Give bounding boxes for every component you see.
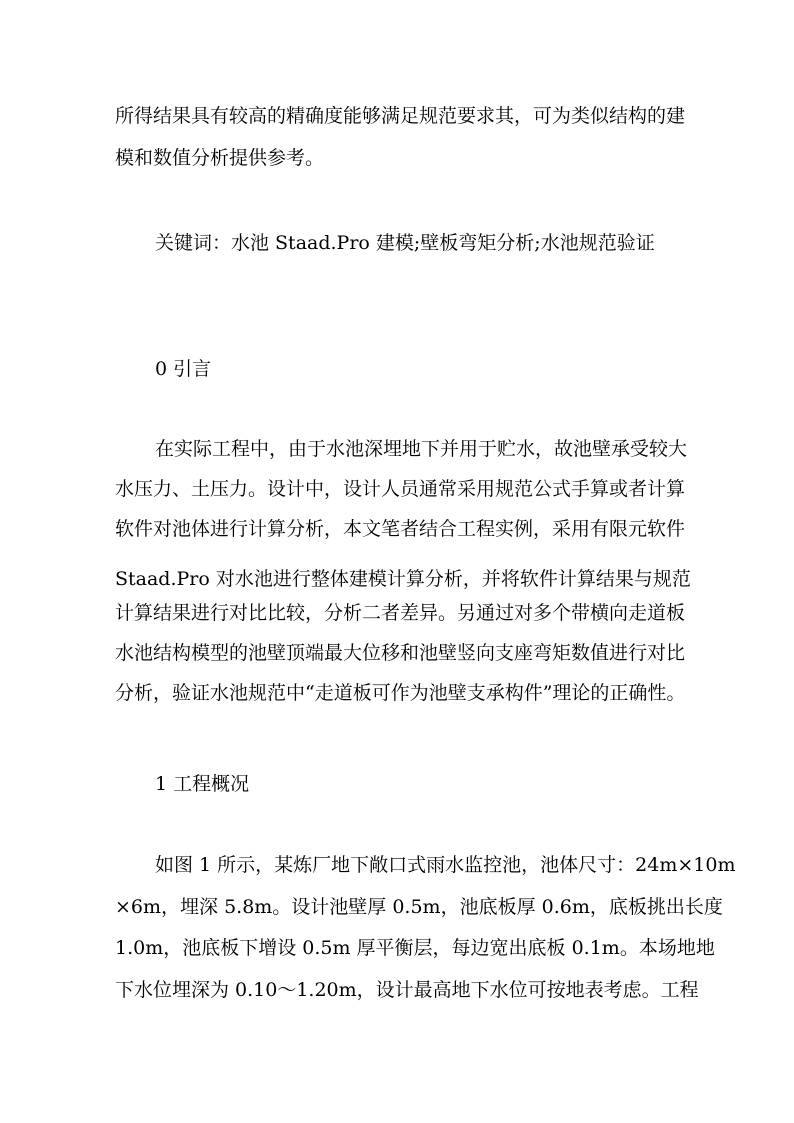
paragraph-line: 软件对池体进行计算分析，本文笔者结合工程实例，采用有限元软件 bbox=[115, 518, 686, 540]
paragraph-line: 分析，验证水池规范中“走道板可作为池壁支承构件”理论的正确性。 bbox=[115, 682, 686, 704]
paragraph-line: 1.0m，池底板下增设 0.5m 厚平衡层，每边宽出底板 0.1m。本场地地 bbox=[115, 937, 715, 959]
section-1-heading: 1 工程概况 bbox=[155, 773, 250, 795]
paragraph-line: Staad.Pro 对水池进行整体建模计算分析，并将软件计算结果与规范 bbox=[115, 568, 691, 590]
paragraph-line: 计算结果进行对比比较，分析二者差异。另通过对多个带横向走道板 bbox=[115, 602, 686, 624]
abstract-line-1: 所得结果具有较高的精确度能够满足规范要求其，可为类似结构的建 bbox=[115, 105, 686, 127]
paragraph-line: 在实际工程中，由于水池深埋地下并用于贮水，故池壁承受较大 bbox=[155, 438, 688, 460]
paragraph-line: 水压力、土压力。设计中，设计人员通常采用规范公式手算或者计算 bbox=[115, 478, 686, 500]
paragraph-line: 水池结构模型的池壁顶端最大位移和池壁竖向支座弯矩数值进行对比 bbox=[115, 642, 686, 664]
paragraph-line: 如图 1 所示，某炼厂地下敞口式雨水监控池，池体尺寸：24m×10m bbox=[155, 854, 736, 876]
abstract-line-2: 模和数值分析提供参考。 bbox=[115, 147, 325, 169]
section-0-heading: 0 引言 bbox=[155, 358, 212, 380]
paragraph-line: ×6m，埋深 5.8m。设计池壁厚 0.5m，池底板厚 0.6m，底板挑出长度 bbox=[115, 896, 723, 918]
keywords: 关键词：水池 Staad.Pro 建模;壁板弯矩分析;水池规范验证 bbox=[155, 232, 655, 254]
paragraph-line: 下水位埋深为 0.10～1.20m，设计最高地下水位可按地表考虑。工程 bbox=[115, 979, 699, 1001]
